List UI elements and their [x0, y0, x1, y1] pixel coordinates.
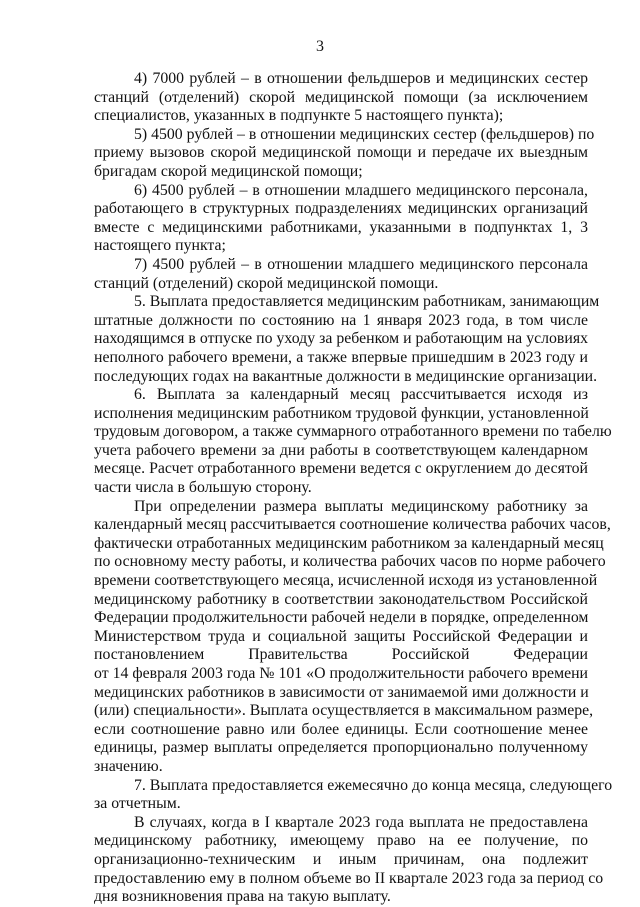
paragraph-line: исполнения медицинским работником трудовой функции, установленной	[94, 404, 589, 422]
paragraph-line: медицинскому работнику в соответствии законодательством Российской	[94, 590, 588, 608]
paragraph-line: предоставлению ему в полном объеме во II квартале 2023 года за период со	[94, 869, 604, 887]
paragraph-line: Федерации продолжительности рабочей недели в порядке, определенном	[94, 609, 589, 627]
paragraph-line: постановлением Правительства Российской Федерации	[94, 646, 588, 664]
page-number: 3	[316, 38, 324, 55]
paragraph-clause-7	[94, 776, 613, 814]
paragraph-line: по основному месту работы, и количества рабочих часов по норме рабочего	[94, 553, 606, 571]
paragraph-clause-5	[94, 293, 600, 386]
paragraph-clause-7-q1	[94, 813, 604, 907]
paragraph-line: от 14 февраля 2003 года № 101 «О продолжительности рабочего времени	[94, 665, 588, 682]
paragraph-line: если соотношение равно или более единицы. Если соотношение менее	[94, 720, 588, 738]
paragraph-line: части числа в большую сторону.	[94, 479, 312, 497]
paragraph-line: медицинскому работнику, имеющему право на ее получение, по	[94, 832, 588, 850]
paragraph-line: месяце. Расчет отработанного времени ведется с округлением до десятой	[94, 460, 588, 478]
paragraph-line: единицы, размер выплаты определяется пропорционально полученному	[94, 739, 588, 757]
paragraph-line: трудовым договором, а также суммарного отработанного времени по табелю	[94, 423, 612, 441]
paragraph-line: 5. Выплата предоставляется медицинским работникам, занимающим	[134, 293, 600, 311]
paragraph-clause-6	[94, 386, 612, 498]
paragraph-line: бригадам скорой медицинской помощи;	[94, 162, 363, 180]
paragraph-line: станций (отделений) скорой медицинской помощи (за исключением	[94, 88, 588, 106]
paragraph-line: находящимся в отпуске по уходу за ребенком и работающим на условиях	[94, 330, 588, 348]
document-body	[94, 70, 613, 907]
paragraph-item-7	[94, 256, 588, 293]
paragraph-line: 6. Выплата за календарный месяц рассчитывается исходя из	[134, 386, 588, 404]
paragraph-line: 6) 4500 рублей – в отношении младшего медицинского персонала,	[134, 181, 588, 199]
paragraph-item-6	[94, 182, 588, 256]
paragraph-line: станций (отделений) скорой медицинской помощи.	[94, 274, 439, 292]
paragraph-line: 7) 4500 рублей – в отношении младшего медицинского персонала	[134, 255, 588, 273]
paragraph-line: времени соответствующего месяца, исчисленной исходя из установленной	[94, 572, 598, 590]
paragraph-line: приему вызовов скорой медицинской помощи и передаче их выездным	[94, 144, 588, 162]
paragraph-line: дня возникновения права на такую выплату.	[94, 888, 391, 906]
paragraph-line: медицинских работников в зависимости от занимаемой ими должности и	[94, 683, 589, 701]
paragraph-item-5	[94, 125, 595, 182]
paragraph-line: календарный месяц рассчитывается соотношение количества рабочих часов,	[94, 516, 611, 534]
paragraph-line: специалистов, указанных в подпункте 5 настоящего пункта);	[94, 107, 504, 125]
paragraph-line: работающего в структурных подразделениях медицинских организаций	[94, 200, 588, 218]
paragraph-line: за отчетным.	[94, 795, 181, 813]
paragraph-clause-6-calc	[94, 497, 611, 777]
paragraph-line: При определении размера выплаты медицинскому работнику за	[134, 497, 588, 515]
paragraph-line: (или) специальности». Выплата осуществляется в максимальном размере,	[94, 702, 594, 720]
paragraph-line: значению.	[94, 757, 163, 775]
paragraph-line: 7. Выплата предоставляется ежемесячно до конца месяца, следующего	[134, 776, 613, 794]
paragraph-line: фактически отработанных медицинским работником за календарный месяц	[94, 534, 604, 552]
paragraph-line: 4) 7000 рублей – в отношении фельдшеров и медицинских сестер	[134, 70, 588, 87]
paragraph-line: неполного рабочего времени, а также впервые пришедшим в 2023 году и	[94, 348, 588, 366]
paragraph-line: последующих годах на вакантные должности в медицинские организации.	[94, 367, 598, 385]
paragraph-line: организационно-техническим и иным причинам, она подлежит	[94, 850, 588, 868]
paragraph-line: вместе с медицинскими работниками, указанными в подпунктах 1, 3	[94, 218, 588, 236]
paragraph-line: 5) 4500 рублей – в отношении медицинских сестер (фельдшеров) по	[134, 125, 595, 143]
paragraph-line: учета рабочего времени за дни работы в соответствующем календарном	[94, 441, 588, 459]
paragraph-line: штатные должности по состоянию на 1 января 2023 года, в том числе	[94, 311, 588, 329]
paragraph-item-4	[94, 70, 588, 126]
paragraph-line: Министерством труда и социальной защиты Российской Федерации и	[94, 627, 588, 645]
paragraph-line: В случаях, когда в I квартале 2023 года выплата не предоставлена	[134, 813, 588, 831]
paragraph-line: настоящего пункта;	[94, 237, 226, 255]
